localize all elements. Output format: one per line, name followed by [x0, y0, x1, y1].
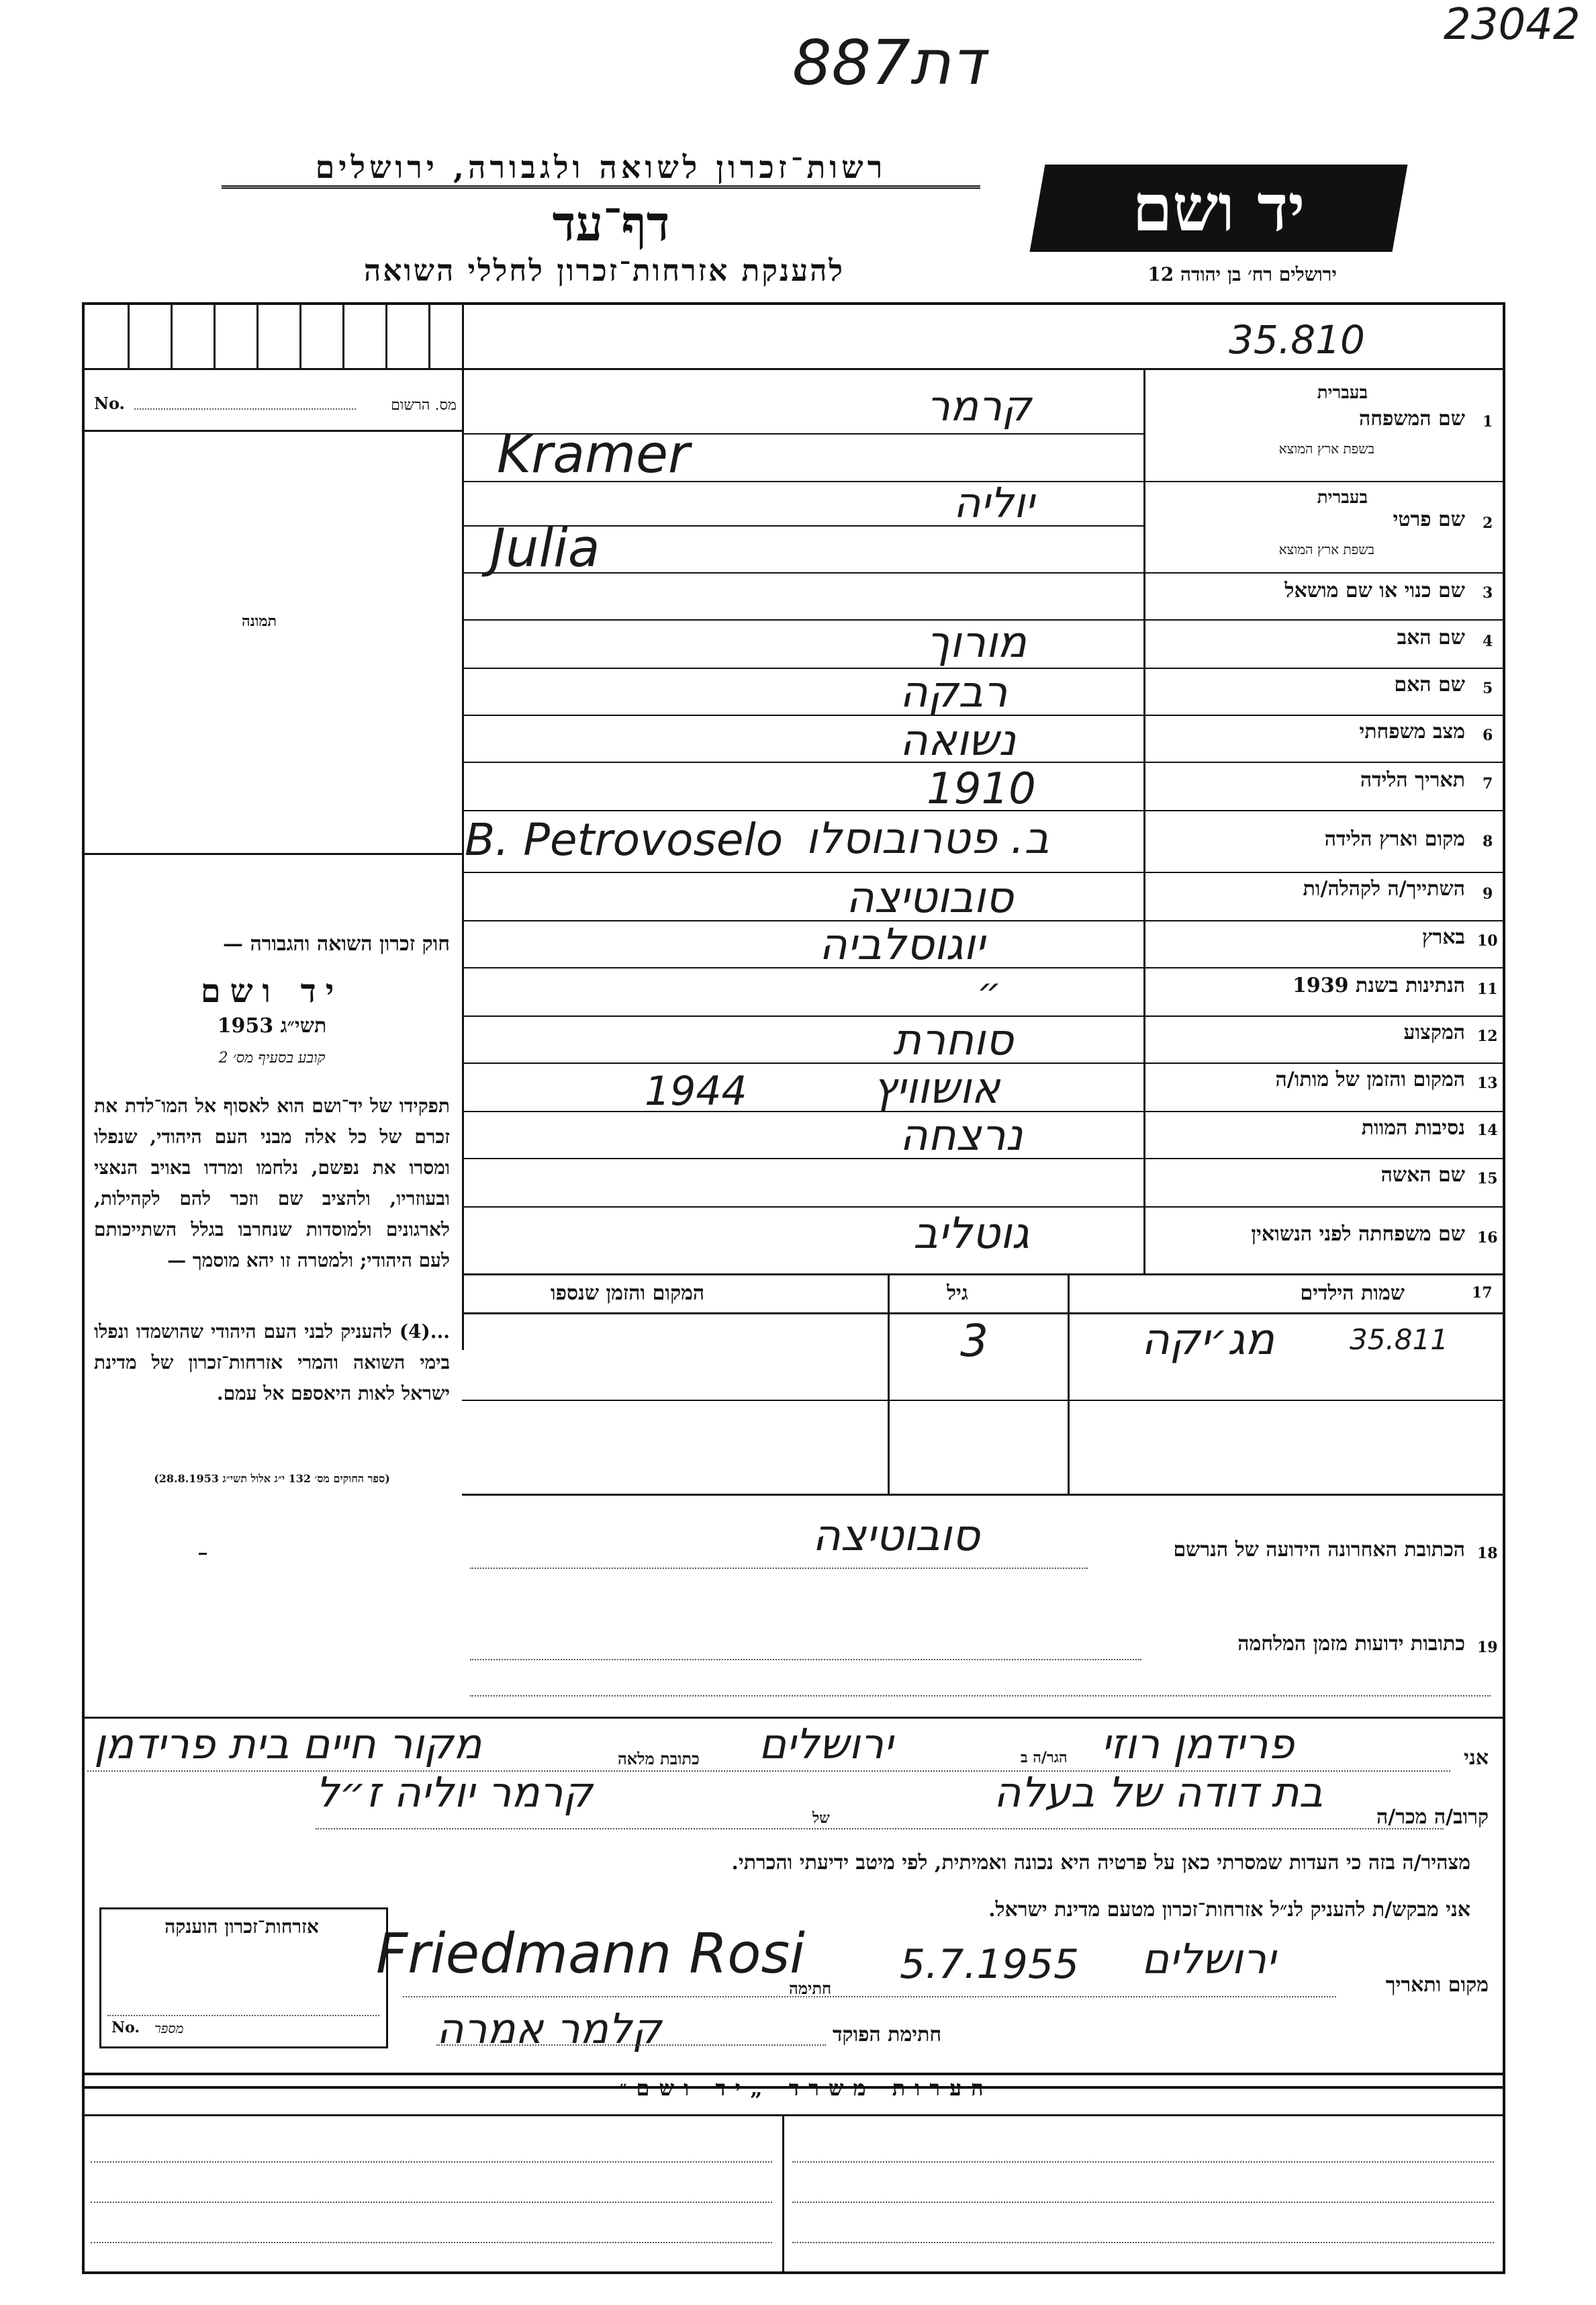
form-subtitle: להענקת אזרחות־זכרון לחללי השואה: [363, 254, 845, 288]
photo-label: תמונה: [242, 613, 277, 630]
notes-line-6: [792, 2242, 1494, 2243]
notes-line-2: [91, 2202, 772, 2203]
notes-line-5: [792, 2202, 1494, 2203]
law-dash: [199, 1553, 207, 1555]
photo-box-bottom: [82, 853, 462, 855]
row-line-16: [462, 1273, 1505, 1275]
field-8-value: ב. פטרובוסלו: [806, 814, 1049, 864]
field-2-number: 2: [1483, 514, 1493, 532]
form-title: דף־עד: [552, 195, 670, 252]
place-date-label: מקום ותאריך: [1385, 1973, 1489, 1997]
field-1-sub-hebrew: בעברית: [1317, 383, 1368, 403]
children-header-line: [462, 1312, 1505, 1314]
authority-title: רשות־זכרון לשואה ולגבורה, ירושלים: [222, 149, 980, 189]
place-value: ירושלים: [1141, 1934, 1276, 1983]
officer-value: קלמר אמרה: [436, 2004, 662, 2053]
city-value: ירושלים: [759, 1719, 893, 1768]
field-19-line-2: [470, 1695, 1491, 1697]
label-column-divider: [1143, 368, 1145, 1275]
child-1-code: 35.811: [1350, 1323, 1448, 1356]
field-13-label: המקום והזמן של מותו/ה: [1275, 1068, 1465, 1091]
relative-line: [316, 1828, 1444, 1829]
top-code: 887דת: [792, 27, 985, 99]
date-value: 5.7.1955: [900, 1941, 1080, 1988]
of-value: קרמר יוליה ז״ל: [316, 1768, 593, 1817]
officer-line: [436, 2044, 826, 2046]
field-14-label: נסיבות המוות: [1361, 1116, 1465, 1140]
field-8-label: מקום וארץ הלידה: [1324, 827, 1465, 851]
field-7-number: 7: [1483, 775, 1493, 793]
top-strip-bottom: [82, 368, 1505, 370]
statement: מצהיר/ה בזה כי העדות שמסרתי כאן על פרטיה היא נכונה ואמיתית, לפי מיטב ידיעתי והכרתי.: [731, 1851, 1470, 1874]
signature-value: Friedmann Rosi: [376, 1922, 805, 1986]
field-18-label: הכתובת האחרונה הידועה של הנרשם: [1173, 1538, 1465, 1562]
field-2-sub-origin: בשפת ארץ המוצא: [1278, 541, 1374, 557]
field-14-number: 14: [1477, 1122, 1498, 1139]
top-right-value: 35.810: [1229, 317, 1365, 363]
photo-box-top: [82, 430, 462, 432]
child-1-name: מג׳יקה: [1141, 1315, 1274, 1365]
field-19-number: 19: [1477, 1639, 1498, 1656]
law-name: יד ושם: [200, 973, 344, 1010]
law-section: קובע בסעיף מס׳ 2: [218, 1050, 326, 1067]
notes-line-3: [91, 2242, 772, 2243]
children-row-line: [462, 1400, 1505, 1401]
field-8-number: 8: [1483, 833, 1493, 850]
field-16-number: 16: [1477, 1229, 1498, 1247]
field-19-line: [470, 1659, 1141, 1660]
field-2-value-latin: Julia: [490, 518, 600, 579]
field-2-label: שם פרטי: [1393, 508, 1465, 531]
field-16-value: גוטליב: [913, 1209, 1029, 1259]
field-5-label: שם האם: [1394, 673, 1465, 696]
field-17-number: 17: [1472, 1284, 1493, 1302]
field-12-value: סוחרת: [893, 1015, 1013, 1065]
field-16-label: שם משפחתה לפני הנשואין: [1251, 1222, 1465, 1246]
field-18-value: סובוטיצה: [812, 1511, 980, 1561]
field-1-value: קרמר: [927, 381, 1032, 431]
notes-header-line: [82, 2114, 1505, 2116]
citizenship-number-label: מספר: [154, 2020, 184, 2036]
law-title: חוק זכרון השואה והגבורה —: [223, 932, 450, 956]
field-6-number: 6: [1483, 727, 1493, 744]
children-name-header: שמות הילדים: [1300, 1281, 1405, 1305]
children-place-header: המקום והזמן שנספו: [551, 1281, 705, 1305]
ani-value: פרידמן רוזי: [1101, 1719, 1295, 1768]
field-6-value: נשואה: [900, 716, 1016, 766]
field-14-value: נרצחה: [900, 1111, 1023, 1161]
field-13-value: אושוויץ: [873, 1064, 1000, 1114]
corner-number: 23042: [1444, 0, 1581, 50]
logo-text: יד ושם: [1132, 170, 1305, 246]
relative-value: בת דודה של בעלה: [994, 1768, 1323, 1817]
field-4-label: שם האב: [1397, 626, 1465, 649]
field-11-number: 11: [1477, 981, 1498, 998]
address-value: מקור חיים בית פרידמן: [94, 1719, 482, 1768]
field-1-sub-origin: בשפת ארץ המוצא: [1278, 441, 1374, 457]
citizenship-line: [107, 2015, 379, 2016]
tally-boxes: [85, 304, 461, 368]
field-5-number: 5: [1483, 680, 1493, 697]
law-paragraph-1: תפקידו של יד־ושם הוא לאסוף אל המו־לדת את זכרם של כל אלה מבני העם היהודי, שנפלו ומסרו את נפשם, נלחמו ומרדו באויב הנאצי ובעוזריו, ולהציב שם וזכר להם לקהילות, לארגונים ולמוסדות שנחרבו בגלל השתייכותם לעם היהודי; ולמטרה זו יהא מוסמך —: [94, 1095, 450, 1271]
signature-label: חתימה: [789, 1979, 832, 1998]
reg-no-label: No.: [94, 394, 125, 413]
declaration-top-line: [82, 1717, 1505, 1719]
yad-vashem-logo: [1030, 165, 1408, 252]
law-paragraph-2: ...(4) להעניק לבני העם היהודי שהושמדו ונפלו בימי השואה והמרי אזרחות־זכרון של מדינת ישראל לאות היאספם אל עמם.: [94, 1320, 450, 1404]
field-13-value-year: 1944: [645, 1068, 747, 1115]
office-notes-box: [82, 2073, 1505, 2274]
address-label: כתובת מלאה: [618, 1749, 700, 1768]
place-date-line: [403, 1996, 1336, 1997]
child-1-age: 3: [960, 1315, 988, 1367]
field-9-number: 9: [1483, 885, 1493, 903]
field-10-label: בארץ: [1421, 925, 1465, 949]
field-3-number: 3: [1483, 584, 1493, 602]
field-2-value: יוליה: [953, 478, 1035, 527]
request: אני מבקש/ת להעניק לנ״ל אזרחות־זכרון מטעם מדינת ישראל.: [988, 1898, 1470, 1922]
field-7-label: תאריך הלידה: [1360, 768, 1465, 792]
law-year: תשי״ג 1953: [217, 1014, 327, 1038]
relative-label: קרוב/ה מכר/ה: [1376, 1805, 1489, 1829]
office-notes-title: הערות משרד „יד ושם״: [618, 2075, 993, 2101]
law-reference: (ספר החוקים מס׳ 132 י״ג אלול תשי״ג 28.8.1953): [154, 1472, 390, 1485]
field-12-number: 12: [1477, 1028, 1498, 1045]
reg-no-line: [134, 408, 356, 410]
citizenship-title: אזרחות־זכרון הוענקה: [165, 1915, 319, 1938]
field-1-value-latin: Kramer: [497, 424, 690, 485]
logo-address: ירושלים רח׳ בן יהודה 12: [1147, 263, 1337, 285]
field-10-number: 10: [1477, 932, 1498, 950]
field-4-number: 4: [1483, 633, 1493, 650]
children-col-divider-1: [1068, 1273, 1070, 1494]
left-column-divider: [462, 302, 464, 1350]
field-8-value-latin: B. Petrovoselo: [465, 814, 784, 866]
row-line-2: [462, 572, 1505, 574]
children-age-header: גיל: [947, 1281, 968, 1305]
field-7-value: 1910: [927, 764, 1036, 814]
field-3-label: שם כנוי או שם מושאל: [1284, 579, 1465, 602]
city-label: הגר/ה ב: [1021, 1749, 1068, 1766]
field-1-label: שם המשפחה: [1358, 407, 1465, 431]
reg-label: מס. הרשום: [391, 397, 457, 414]
field-18-number: 18: [1477, 1545, 1498, 1562]
children-col-divider-2: [888, 1273, 890, 1494]
field-15-label: שם האשה: [1380, 1163, 1465, 1187]
field-15-number: 15: [1477, 1170, 1498, 1187]
field-4-value: מורוך: [927, 618, 1027, 668]
field-18-line: [470, 1568, 1088, 1569]
officer-label: חתימת הפוקד: [833, 2023, 942, 2046]
field-6-label: מצב משפחתי: [1359, 720, 1465, 743]
notes-line-1: [91, 2161, 772, 2163]
field-11-label: הנתינות בשנת 1939: [1292, 974, 1465, 997]
field-12-label: המקצוע: [1403, 1021, 1465, 1044]
field-13-number: 13: [1477, 1075, 1498, 1092]
field-2-sub-hebrew: בעברית: [1317, 488, 1368, 508]
of-label: של: [812, 1809, 830, 1827]
ani-label: אני: [1464, 1746, 1489, 1770]
field-19-label: כתובות ידועות מזמן המלחמה: [1237, 1632, 1465, 1656]
field-9-label: השתייך/ה לקהלה/ות: [1303, 877, 1465, 901]
field-5-value: רבקה: [900, 668, 1008, 717]
notes-divider: [782, 2114, 784, 2274]
citizenship-no-label: No.: [111, 2019, 140, 2036]
field-10-value: יוגוסלביה: [819, 920, 985, 970]
row-line-15: [462, 1206, 1505, 1208]
field-11-value: ״: [977, 970, 1002, 1013]
field-9-value: סובוטיצה: [846, 873, 1013, 923]
field-1-number: 1: [1483, 413, 1493, 431]
notes-line-4: [792, 2161, 1494, 2163]
children-bottom-line: [462, 1494, 1505, 1496]
